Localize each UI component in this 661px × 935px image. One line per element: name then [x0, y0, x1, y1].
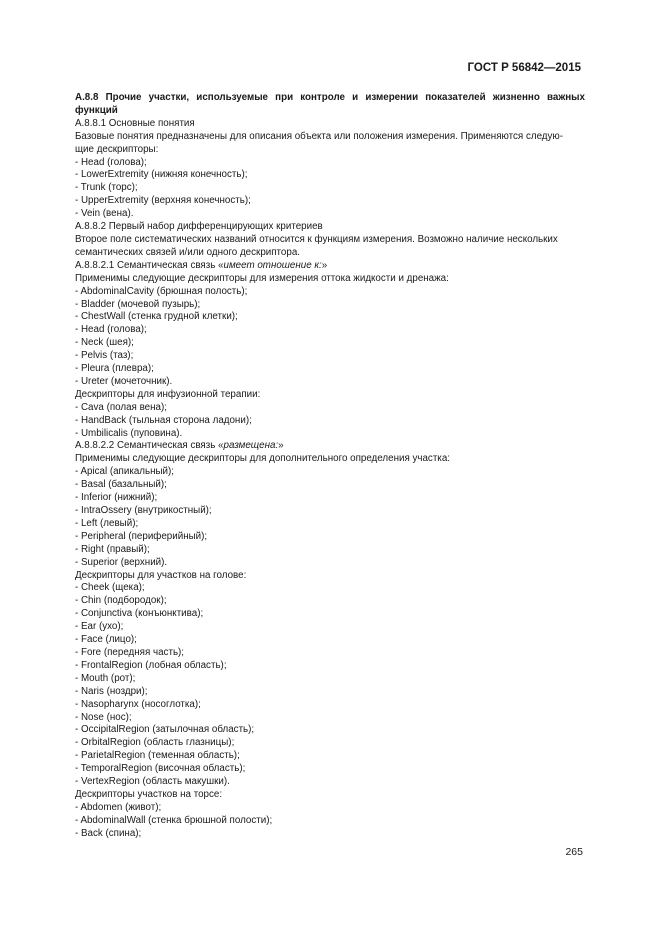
paragraph-trunk-sites-intro: Дескрипторы участков на торсе: [75, 788, 223, 800]
list-item: - Mouth (рот); [75, 672, 136, 684]
subsection-title-first-criteria: А.8.8.2 Первый набор дифференцирующих критериев [75, 221, 323, 233]
list-item: - Fore (передняя часть); [75, 646, 185, 658]
list-item: - Pleura (плевра); [75, 363, 154, 375]
list-item: - Right (правый); [75, 543, 150, 555]
list-item: - Abdomen (живот); [75, 801, 162, 813]
list-item: - Peripheral (периферийный); [75, 530, 208, 542]
list-item: - Vein (вена). [75, 208, 134, 220]
list-item: - IntraOssery (внутрикостный); [75, 505, 212, 516]
list-item: - UpperExtremity (верхняя конечность); [75, 195, 251, 207]
list-item: - Neck (шея); [75, 337, 134, 349]
paragraph-basic-intro-line1: Базовые понятия предназначены для описания объекта или положения измерения. Применяются следую- [75, 130, 564, 142]
list-item: - FrontalRegion (лобная область); [75, 659, 227, 671]
list-item: - Cheek (щека); [75, 582, 145, 594]
list-item: - Ear (ухо); [75, 621, 124, 633]
list-item: - Pelvis (таз); [75, 350, 134, 362]
list-item: - Ureter (мочеточник). [75, 375, 173, 387]
list-item: - Inferior (нижний); [75, 492, 158, 504]
list-item: - TemporalRegion (височная область); [75, 763, 246, 775]
list-item: - OrbitalRegion (область глазницы); [75, 737, 235, 749]
subsection-title-basic-concepts: А.8.8.1 Основные понятия [75, 117, 195, 129]
list-item: - Apical (апикальный); [75, 466, 175, 478]
list-item: - Basal (базальный); [75, 479, 167, 491]
paragraph-basic-intro-line2: щие дескрипторы: [75, 143, 159, 155]
list-item: - OccipitalRegion (затылочная область); [75, 724, 255, 736]
list-item: - Chin (подбородок); [75, 595, 167, 607]
list-item: - Trunk (торс); [75, 182, 138, 194]
list-item: - ChestWall (стенка грудной клетки); [75, 311, 238, 323]
list-item: - Superior (верхний). [75, 556, 168, 568]
list-drainage-descriptors [75, 286, 585, 389]
list-item: - LowerExtremity (нижняя конечность); [75, 169, 248, 181]
title-text: А.8.8.2.2 Семантическая связь « [75, 440, 224, 452]
title-close-quote: » [278, 440, 284, 452]
list-head-site-descriptors [75, 582, 585, 789]
paragraph-drainage-intro: Применимы следующие дескрипторы для измерения оттока жидкости и дренажа: [75, 272, 449, 284]
list-item: - Cava (полая вена); [75, 401, 167, 413]
paragraph-head-sites-intro: Дескрипторы для участков на голове: [75, 569, 247, 581]
subsection-title-relation-placed [75, 440, 585, 453]
list-item: - Umbilicalis (пуповина). [75, 427, 183, 439]
list-item: - Conjunctiva (конъюнктива); [75, 608, 204, 620]
list-item: - AbdominalWall (стенка брюшной полости); [75, 814, 273, 826]
section-heading: А.8.8 Прочие участки, используемые при контроле и измерении показателей жизненно важных функций [75, 92, 585, 116]
list-trunk-site-descriptors [75, 802, 585, 841]
list-item: - Head (голова); [75, 156, 147, 168]
document-id: ГОСТ Р 56842—2015 [467, 62, 581, 74]
document-body [75, 92, 585, 841]
list-item: - HandBack (тыльная сторона ладони); [75, 414, 252, 426]
list-item: - AbdominalCavity (брюшная полость); [75, 285, 248, 297]
list-item: - Face (лицо); [75, 634, 137, 646]
list-item: - Left (левый); [75, 517, 139, 529]
list-item: - Nasopharynx (носоглотка); [75, 698, 201, 710]
title-text: А.8.8.2.1 Семантическая связь « [75, 259, 224, 271]
list-item: - Naris (ноздри); [75, 685, 148, 697]
list-item: - Bladder (мочевой пузырь); [75, 298, 201, 310]
list-item: - VertexRegion (область макушки). [75, 776, 230, 788]
list-infusion-descriptors [75, 402, 585, 441]
page-number: 265 [565, 846, 583, 858]
list-item: - Back (спина); [75, 827, 142, 839]
title-italic-text: имеет отношение к: [223, 259, 322, 271]
paragraph-site-intro: Применимы следующие дескрипторы для дополнительного определения участка: [75, 453, 450, 465]
paragraph-infusion-intro: Дескрипторы для инфузионной терапии: [75, 388, 261, 400]
subsection-title-relation-has [75, 260, 585, 273]
list-item: - ParietalRegion (теменная область); [75, 750, 240, 762]
list-item: - Nose (нос); [75, 711, 132, 723]
list-site-descriptors [75, 466, 585, 569]
list-basic-descriptors [75, 157, 585, 222]
title-italic-text: размещена: [223, 440, 279, 452]
title-close-quote: » [321, 259, 328, 271]
list-item: - Head (голова); [75, 324, 147, 336]
paragraph-criteria-intro-line1: Второе поле систематических названий относится к функциям измерения. Возможно наличие нескольких [75, 233, 558, 245]
paragraph-criteria-intro-line2: семантических связей и/или одного дескриптора. [75, 246, 300, 258]
